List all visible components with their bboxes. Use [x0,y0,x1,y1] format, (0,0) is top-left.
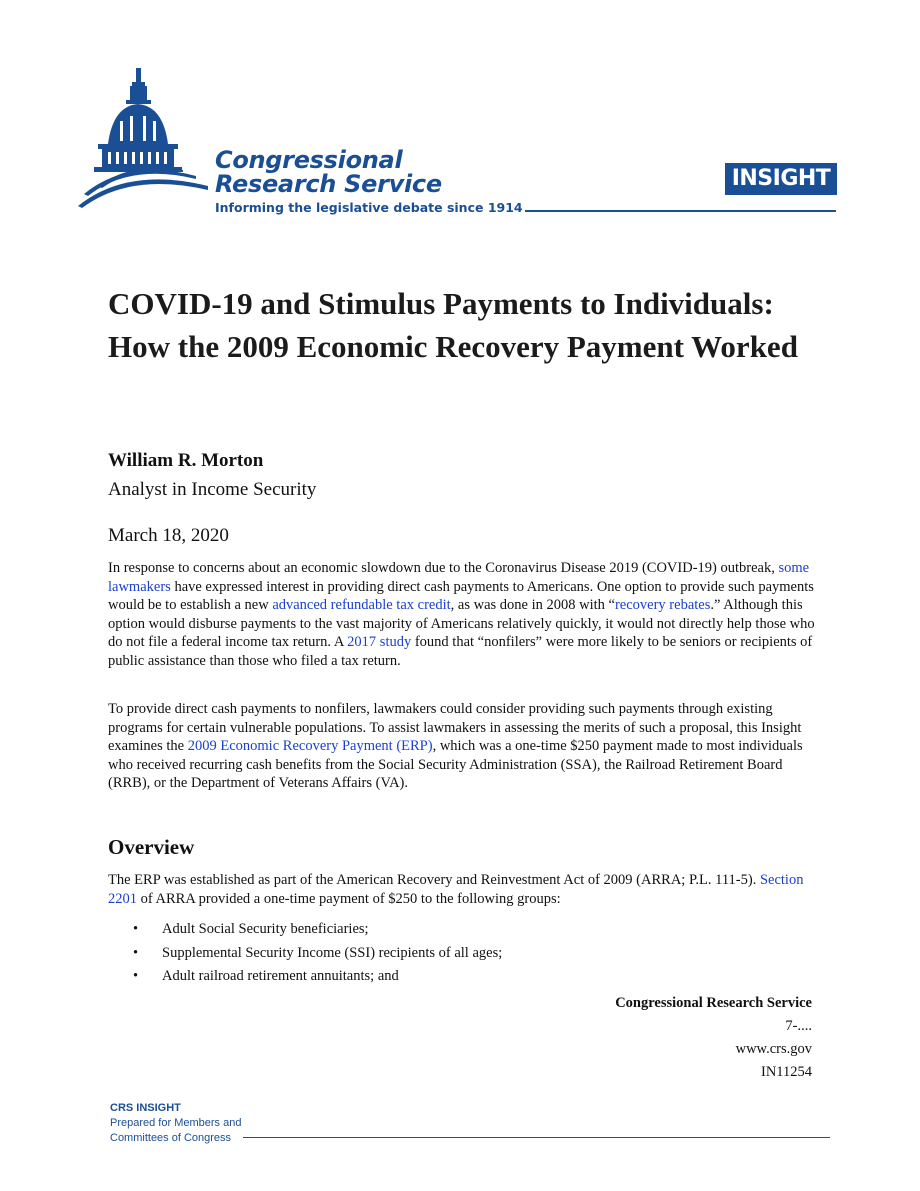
author-role: Analyst in Income Security [108,479,317,500]
footer-org: Congressional Research Service [615,995,812,1011]
footer-rule [243,1137,830,1138]
crs-footer-line: Prepared for Members and [110,1117,242,1129]
link-refundable-tax-credit[interactable]: advanced refundable tax credit [272,597,451,614]
para-text: of ARRA provided a one-time payment of $250 to the following groups: [137,890,561,907]
link-erp[interactable]: 2009 Economic Recovery Payment (ERP) [187,738,433,755]
publication-date: March 18, 2020 [108,525,229,546]
footer-website: www.crs.gov [735,1041,812,1057]
crs-footer-title: CRS INSIGHT [110,1102,181,1114]
footer-info [615,992,812,1084]
capitol-dome-icon [78,66,218,216]
crs-logo [78,66,538,220]
insight-badge: INSIGHT [725,163,837,195]
para-text: , which was a one-time $250 payment made to most individuals who received recurring cash benefits from the Social Security Administration (SSA), the Railroad Retirement Board (RRB), or the Department of Veterans Affairs (VA). [108,738,803,792]
bullet-icon: • [133,921,139,937]
para-text: To provide direct cash payments to nonfilers, lawmakers could consider providing such payments through existing programs for certain vulnerable populations. To assist lawmakers in assessing the merits of such a proposal, this Insight examines the [108,701,802,755]
link-section-2201[interactable]: Section 2201 [108,872,804,907]
bullet-icon: • [133,944,139,961]
link-2017-study[interactable]: 2017 study [347,634,412,651]
para-text: , as was done in 2008 with “ [450,597,615,614]
logo-org-line1: Congressional [215,146,403,174]
overview-paragraph [108,871,816,908]
list-item [130,918,502,942]
list-item [130,942,502,966]
link-recovery-rebates[interactable]: recovery rebates [614,597,711,614]
document-title: COVID-19 and Stimulus Payments to Individuals: How the 2009 Economic Recovery Payment Worked [108,286,798,364]
author-name: William R. Morton [108,450,264,471]
purpose-paragraph [108,700,816,793]
para-text: have expressed interest in providing direct cash payments to Americans. One option to provide such payments would be to establish a new [108,578,814,614]
list-item-text: Adult Social Security beneficiaries; [162,921,369,937]
crs-footer [110,1101,241,1146]
list-item-text: Supplemental Security Income (SSI) recipients of all ages; [162,944,503,961]
link-some-lawmakers[interactable]: some lawmakers [108,560,810,595]
logo-tagline: Informing the legislative debate since 1914 [215,200,523,215]
footer-doc-id: IN11254 [760,1064,812,1080]
para-text: found that “nonfilers” were more likely to be seniors or recipients of public assistance than those who filed a tax return. [108,634,813,669]
para-text: In response to concerns about an economic slowdown due to the Coronavirus Disease 2019 (COVID-19) outbreak, [108,560,779,576]
crs-footer-line: Committees of Congress [110,1132,232,1144]
logo-org-line2: Research Service [215,170,442,198]
para-text: .” Although this option would disburse payments to the vast majority of Americans relatively quickly, it would not directly help those who do not file a federal income tax return. A [108,597,815,651]
list-item [130,965,502,989]
bullet-icon: • [133,968,139,984]
section-heading-overview: Overview [108,835,195,859]
intro-paragraph [108,559,816,671]
list-item-text: Adult railroad retirement annuitants; and [162,968,399,984]
footer-code: 7-.... [785,1018,812,1034]
eligible-groups-list [130,918,502,989]
header-rule [525,210,836,212]
para-text: The ERP was established as part of the American Recovery and Reinvestment Act of 2009 (ARRA; P.L. 111-5). [108,872,760,888]
